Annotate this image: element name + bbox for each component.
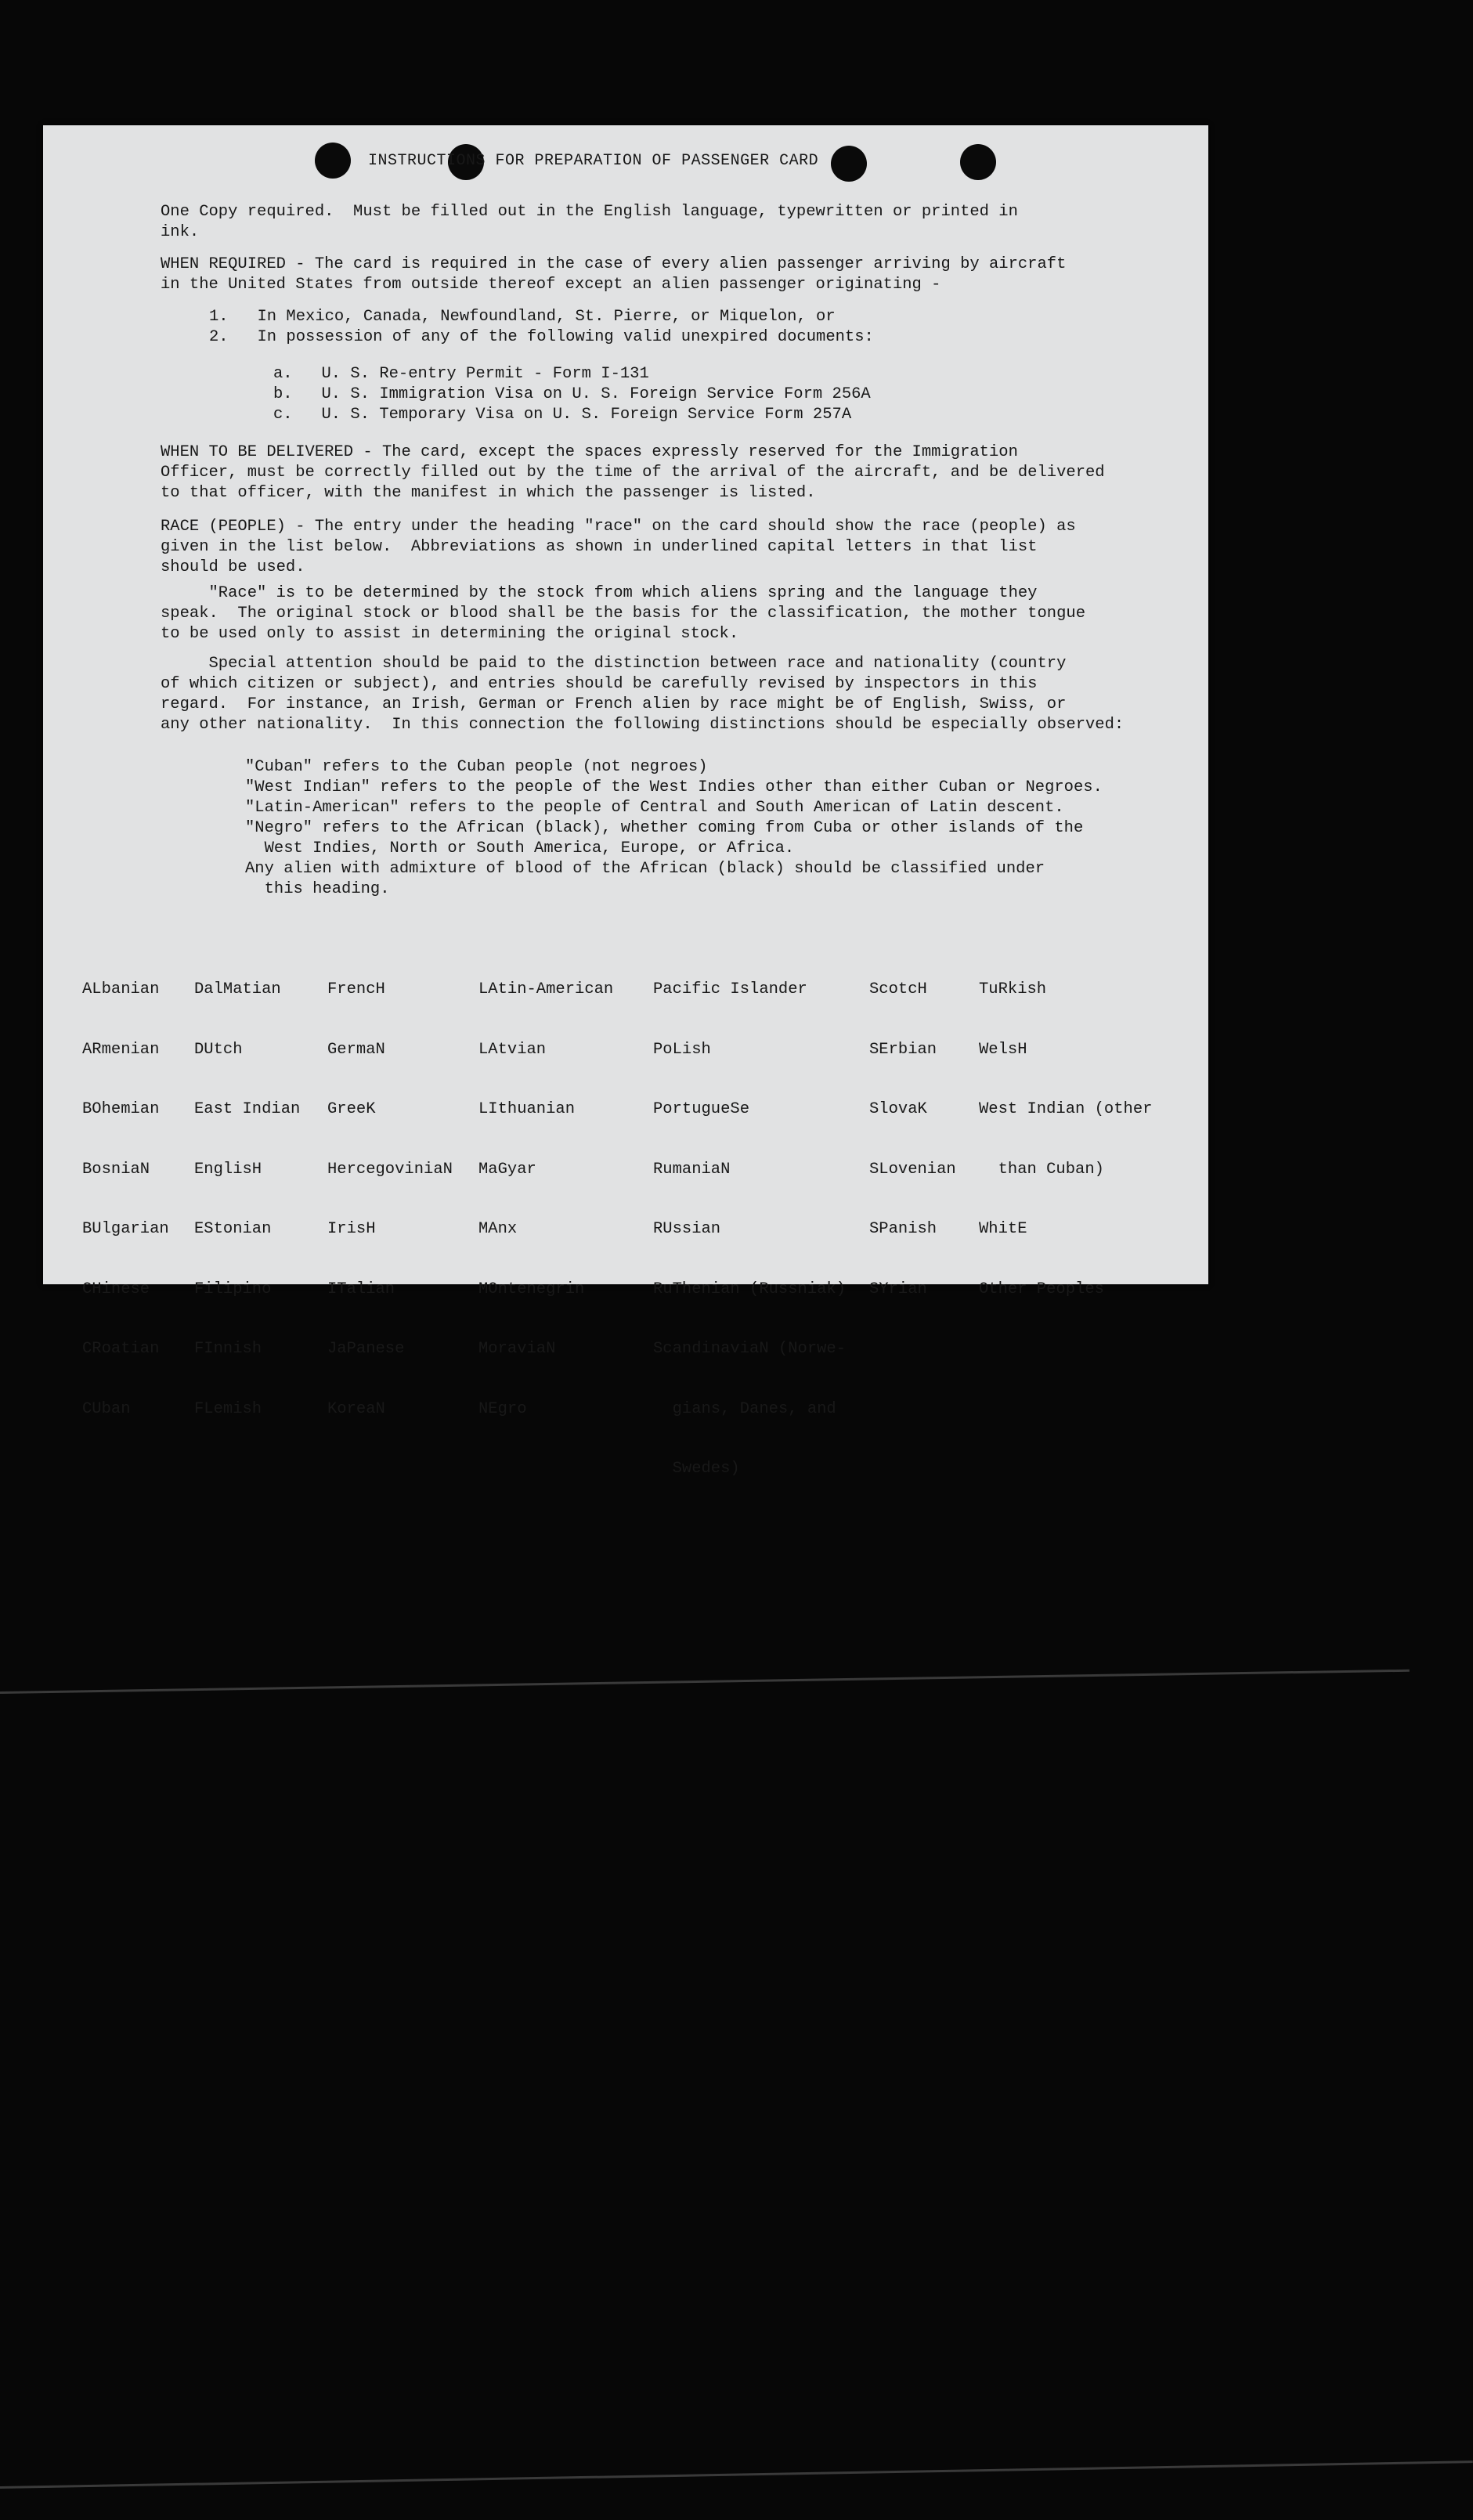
race-entry: FInnish: [194, 1340, 262, 1358]
race-entry: SPanish: [869, 1220, 937, 1238]
race-entry: RumaniaN: [653, 1160, 731, 1179]
scanner-streak: [0, 2460, 1473, 2489]
race-entry: SYrian: [869, 1280, 927, 1298]
race-entry: WhitE: [979, 1220, 1027, 1238]
race-entry: ITalian: [327, 1280, 395, 1298]
origin-item: 1. In Mexico, Canada, Newfoundland, St. Pierre, or Miquelon, or: [209, 308, 836, 326]
race-entry: MAnx: [478, 1220, 518, 1238]
race-entry: GermaN: [327, 1040, 385, 1059]
race-entry: West Indian (other: [979, 1100, 1153, 1118]
race-entry: PortugueSe: [653, 1100, 750, 1118]
race-entry: BUlgarian: [82, 1220, 169, 1238]
punch-hole: [315, 143, 351, 179]
race-entry: WelsH: [979, 1040, 1027, 1059]
race-entry: LAtvian: [478, 1040, 547, 1059]
race-entry: FrencH: [327, 980, 385, 998]
race-entry: MoraviaN: [478, 1340, 556, 1358]
race-entry: East Indian: [194, 1100, 301, 1118]
race-entry: ScandinaviaN (Norwe-: [653, 1340, 847, 1358]
race-entry: IrisH: [327, 1220, 376, 1238]
when-delivered-paragraph: WHEN TO BE DELIVERED - The card, except the spaces expressly reserved for the Immigration Officer, must be correctly filled out by the time of the arrival of the aircraft, and be delivered to that officer, with the manifest in which the passenger is listed.: [161, 443, 1105, 502]
race-column: [869, 940, 956, 1339]
punch-hole: [831, 146, 867, 182]
race-entry: KoreaN: [327, 1399, 385, 1418]
race-column: [327, 940, 453, 1459]
race-entry: ScotcH: [869, 980, 927, 998]
race-entry: JaPanese: [327, 1340, 405, 1358]
race-entry: NEgro: [478, 1399, 527, 1418]
race-entry: MaGyar: [478, 1160, 536, 1179]
race-entry: ARmenian: [82, 1040, 160, 1059]
document-item: b. U. S. Immigration Visa on U. S. Foreign Service Form 256A: [273, 385, 871, 403]
race-entry: BOhemian: [82, 1100, 160, 1118]
race-column: [653, 940, 846, 1519]
race-entry: DalMatian: [194, 980, 281, 998]
race-entry: ALbanian: [82, 980, 160, 998]
scanner-streak: [0, 1670, 1410, 1694]
document-item: a. U. S. Re-entry Permit - Form I-131: [273, 365, 649, 383]
race-entry: than Cuban): [979, 1160, 1104, 1179]
race-entry: CUban: [82, 1399, 131, 1418]
race-entry: Swedes): [653, 1460, 740, 1478]
race-entry: CHinese: [82, 1280, 150, 1298]
distinctions-list: "Cuban" refers to the Cuban people (not negroes) "West Indian" refers to the people of the West Indies other than either Cuban or Negroes. "Latin-American" refers to the people of Central and South American of Latin descent. "Negro" refers to the African (black), whether coming from Cuba or other islands of the West Indies, North or South America, Europe, or Africa. Any alien with admixture of blood of the African (black) should be classified under this heading.: [245, 758, 1103, 898]
race-entry: MOntenegrin: [478, 1280, 585, 1298]
race-entry: Pacific Islander: [653, 980, 807, 998]
race-entry: RuThenian (Russniak): [653, 1280, 847, 1298]
race-entry: HercegoviniaN: [327, 1160, 453, 1179]
race-entry: LIthuanian: [478, 1100, 576, 1118]
race-paragraph: RACE (PEOPLE) - The entry under the heading "race" on the card should show the race (people) as given in the list below. Abbreviations as shown in underlined capital letters in that list should be used.: [161, 518, 1076, 576]
race-entry: GreeK: [327, 1100, 376, 1118]
race-column: [979, 940, 1152, 1339]
race-entry: Other Peoples: [979, 1280, 1104, 1298]
document-page: [43, 125, 1208, 1478]
race-entry: SErbian: [869, 1040, 937, 1059]
race-entry: LAtin-American: [478, 980, 614, 998]
race-column: [194, 940, 300, 1459]
page-title: INSTRUCTIONS FOR PREPARATION OF PASSENGER CARD: [368, 152, 819, 170]
race-entry: SlovaK: [869, 1100, 927, 1118]
race-entry: SLovenian: [869, 1160, 956, 1179]
race-entry: FLemish: [194, 1399, 262, 1418]
race-column: [478, 940, 613, 1459]
race-entry: TuRkish: [979, 980, 1047, 998]
race-entry: Filipino: [194, 1280, 272, 1298]
document-item: c. U. S. Temporary Visa on U. S. Foreign Service Form 257A: [273, 406, 852, 424]
race-entry: PoLish: [653, 1040, 711, 1059]
race-column: [82, 940, 169, 1459]
race-entry: EStonian: [194, 1220, 272, 1238]
race-entry: BosniaN: [82, 1160, 150, 1179]
origin-item: 2. In possession of any of the following valid unexpired documents:: [209, 328, 874, 346]
race-entry: gians, Danes, and: [653, 1399, 836, 1418]
intro-paragraph: One Copy required. Must be filled out in the English language, typewritten or printed in ink.: [161, 203, 1018, 241]
race-entry: EnglisH: [194, 1160, 262, 1179]
race-entry: CRoatian: [82, 1340, 160, 1358]
when-required-paragraph: WHEN REQUIRED - The card is required in the case of every alien passenger arriving by aircraft in the United States from outside thereof except an alien passenger originating -: [161, 255, 1067, 294]
special-attention-paragraph: Special attention should be paid to the distinction between race and nationality (country of which citizen or subject), and entries should be carefully revised by inspectors in this regard. For instance, an Irish, German or French alien by race might be of English, Swiss, or any other nationality. In this connection the following distinctions should be especially observed:: [161, 655, 1125, 734]
race-entry: RUssian: [653, 1220, 721, 1238]
punch-hole: [960, 144, 996, 180]
race-definition-paragraph: "Race" is to be determined by the stock from which aliens spring and the language they speak. The original stock or blood shall be the basis for the classification, the mother tongue to be used only to assist in determining the original stock.: [161, 584, 1085, 643]
race-entry: DUtch: [194, 1040, 243, 1059]
